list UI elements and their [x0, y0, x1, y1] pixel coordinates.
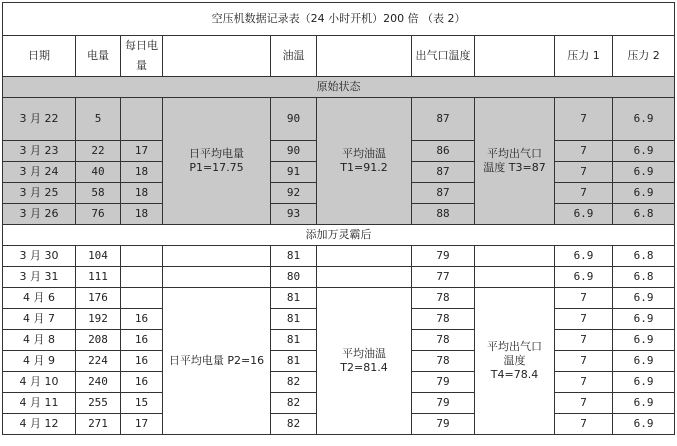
cell-power: 208 [76, 330, 121, 351]
cell-date: 3 月 30 [3, 246, 76, 267]
cell-pressure-2: 6.9 [613, 393, 675, 414]
cell-blank [317, 246, 412, 267]
cell-date: 3 月 31 [3, 267, 76, 288]
cell-oil-temp: 81 [271, 330, 317, 351]
cell-blank [475, 246, 555, 267]
cell-pressure-2: 6.9 [613, 98, 675, 141]
avg-power-label: 日平均电量 [189, 147, 244, 160]
cell-outlet-temp: 79 [412, 414, 475, 435]
cell-pressure-1: 7 [555, 309, 613, 330]
cell-date: 4 月 7 [3, 309, 76, 330]
cell-pressure-1: 7 [555, 393, 613, 414]
compressor-data-table [2, 2, 675, 435]
avg-power-summary [163, 98, 271, 225]
cell-oil-temp: 81 [271, 309, 317, 330]
cell-outlet-temp: 88 [412, 204, 475, 225]
avg-oil-value: T1=91.2 [340, 161, 388, 174]
cell-outlet-temp: 79 [412, 372, 475, 393]
cell-daily-power: 17 [121, 414, 163, 435]
cell-pressure-2: 6.9 [613, 162, 675, 183]
avg-outlet-summary [475, 98, 555, 225]
cell-outlet-temp: 87 [412, 98, 475, 141]
cell-outlet-temp: 78 [412, 351, 475, 372]
cell-date: 4 月 8 [3, 330, 76, 351]
cell-pressure-2: 6.8 [613, 246, 675, 267]
cell-date: 3 月 25 [3, 183, 76, 204]
avg-outlet-summary-after [475, 288, 555, 435]
cell-pressure-1: 7 [555, 98, 613, 141]
cell-pressure-1: 7 [555, 162, 613, 183]
cell-date: 3 月 24 [3, 162, 76, 183]
cell-outlet-temp: 87 [412, 183, 475, 204]
header-power: 电量 [76, 36, 121, 77]
avg-oil-after-label: 平均油温 [342, 347, 386, 360]
header-date: 日期 [3, 36, 76, 77]
cell-daily-power: 18 [121, 183, 163, 204]
avg-oil-summary-after [317, 288, 412, 435]
cell-pressure-2: 6.9 [613, 372, 675, 393]
cell-oil-temp: 80 [271, 267, 317, 288]
cell-pressure-2: 6.9 [613, 309, 675, 330]
cell-daily-power: 17 [121, 141, 163, 162]
header-outlet-temp: 出气口温度 [412, 36, 475, 77]
cell-blank [475, 267, 555, 288]
cell-pressure-2: 6.9 [613, 414, 675, 435]
cell-oil-temp: 81 [271, 288, 317, 309]
avg-oil-summary [317, 98, 412, 225]
cell-pressure-1: 7 [555, 183, 613, 204]
cell-blank [163, 246, 271, 267]
cell-pressure-2: 6.8 [613, 267, 675, 288]
cell-daily-power: 18 [121, 204, 163, 225]
header-pressure-2: 压力 2 [613, 36, 675, 77]
cell-daily-power [121, 288, 163, 309]
cell-power: 22 [76, 141, 121, 162]
header-blank-2 [317, 36, 412, 77]
cell-outlet-temp: 78 [412, 330, 475, 351]
cell-power: 104 [76, 246, 121, 267]
cell-pressure-2: 6.9 [613, 351, 675, 372]
cell-daily-power: 15 [121, 393, 163, 414]
cell-pressure-1: 6.9 [555, 267, 613, 288]
cell-outlet-temp: 79 [412, 246, 475, 267]
avg-outlet-after-value: T4=78.4 [490, 368, 539, 381]
cell-blank [163, 267, 271, 288]
section-after-additive: 添加万灵霸后 [3, 225, 675, 246]
cell-power: 255 [76, 393, 121, 414]
cell-date: 3 月 26 [3, 204, 76, 225]
cell-oil-temp: 81 [271, 351, 317, 372]
cell-oil-temp: 90 [271, 98, 317, 141]
cell-daily-power: 16 [121, 351, 163, 372]
cell-outlet-temp: 78 [412, 309, 475, 330]
cell-date: 4 月 9 [3, 351, 76, 372]
table-row [3, 246, 675, 267]
cell-oil-temp: 82 [271, 414, 317, 435]
avg-outlet-after-label: 平均出气口 [487, 340, 542, 353]
cell-date: 4 月 10 [3, 372, 76, 393]
record-sheet [2, 2, 674, 443]
section-original-state: 原始状态 [3, 77, 675, 98]
cell-oil-temp: 91 [271, 162, 317, 183]
header-blank-3 [475, 36, 555, 77]
header-daily-power: 每日电量 [121, 36, 163, 77]
cell-power: 40 [76, 162, 121, 183]
cell-daily-power [121, 98, 163, 141]
avg-oil-label: 平均油温 [342, 147, 386, 160]
cell-outlet-temp: 78 [412, 288, 475, 309]
cell-blank [317, 267, 412, 288]
table-row [3, 267, 675, 288]
avg-power-after-label: 日平均电量 P2=16 [168, 354, 265, 367]
cell-pressure-1: 7 [555, 414, 613, 435]
cell-pressure-1: 7 [555, 372, 613, 393]
table-row [3, 288, 675, 309]
cell-pressure-1: 7 [555, 141, 613, 162]
cell-power: 271 [76, 414, 121, 435]
avg-outlet-label: 平均出气口 [487, 147, 542, 160]
cell-power: 224 [76, 351, 121, 372]
header-row [3, 36, 675, 77]
cell-outlet-temp: 79 [412, 393, 475, 414]
cell-power: 58 [76, 183, 121, 204]
cell-power: 240 [76, 372, 121, 393]
avg-oil-after-value: T2=81.4 [340, 361, 388, 374]
avg-power-summary-after [163, 288, 271, 435]
cell-pressure-2: 6.9 [613, 183, 675, 204]
cell-oil-temp: 81 [271, 246, 317, 267]
cell-daily-power: 16 [121, 372, 163, 393]
cell-oil-temp: 82 [271, 393, 317, 414]
header-blank-1 [163, 36, 271, 77]
cell-power: 76 [76, 204, 121, 225]
cell-oil-temp: 82 [271, 372, 317, 393]
cell-date: 4 月 12 [3, 414, 76, 435]
cell-outlet-temp: 86 [412, 141, 475, 162]
cell-pressure-2: 6.9 [613, 330, 675, 351]
cell-oil-temp: 92 [271, 183, 317, 204]
cell-pressure-2: 6.9 [613, 288, 675, 309]
table-row [3, 98, 675, 141]
cell-date: 4 月 11 [3, 393, 76, 414]
table-title: 空压机数据记录表（24 小时开机）200 倍 （表 2） [3, 3, 675, 36]
cell-pressure-1: 7 [555, 288, 613, 309]
cell-power: 176 [76, 288, 121, 309]
cell-outlet-temp: 87 [412, 162, 475, 183]
cell-pressure-1: 7 [555, 330, 613, 351]
cell-daily-power: 18 [121, 162, 163, 183]
header-oil-temp: 油温 [271, 36, 317, 77]
cell-power: 192 [76, 309, 121, 330]
avg-outlet-value: 温度 T3=87 [483, 161, 546, 174]
avg-power-value: P1=17.75 [189, 161, 244, 174]
cell-pressure-1: 7 [555, 351, 613, 372]
cell-date: 3 月 22 [3, 98, 76, 141]
header-pressure-1: 压力 1 [555, 36, 613, 77]
cell-pressure-2: 6.8 [613, 204, 675, 225]
cell-daily-power: 16 [121, 309, 163, 330]
cell-outlet-temp: 77 [412, 267, 475, 288]
cell-oil-temp: 90 [271, 141, 317, 162]
cell-power: 111 [76, 267, 121, 288]
cell-pressure-2: 6.9 [613, 141, 675, 162]
cell-power: 5 [76, 98, 121, 141]
cell-date: 4 月 6 [3, 288, 76, 309]
cell-pressure-1: 6.9 [555, 204, 613, 225]
avg-outlet-after-unit: 温度 [503, 354, 526, 367]
cell-oil-temp: 93 [271, 204, 317, 225]
cell-pressure-1: 6.9 [555, 246, 613, 267]
cell-daily-power [121, 267, 163, 288]
cell-daily-power: 16 [121, 330, 163, 351]
cell-date: 3 月 23 [3, 141, 76, 162]
cell-daily-power [121, 246, 163, 267]
